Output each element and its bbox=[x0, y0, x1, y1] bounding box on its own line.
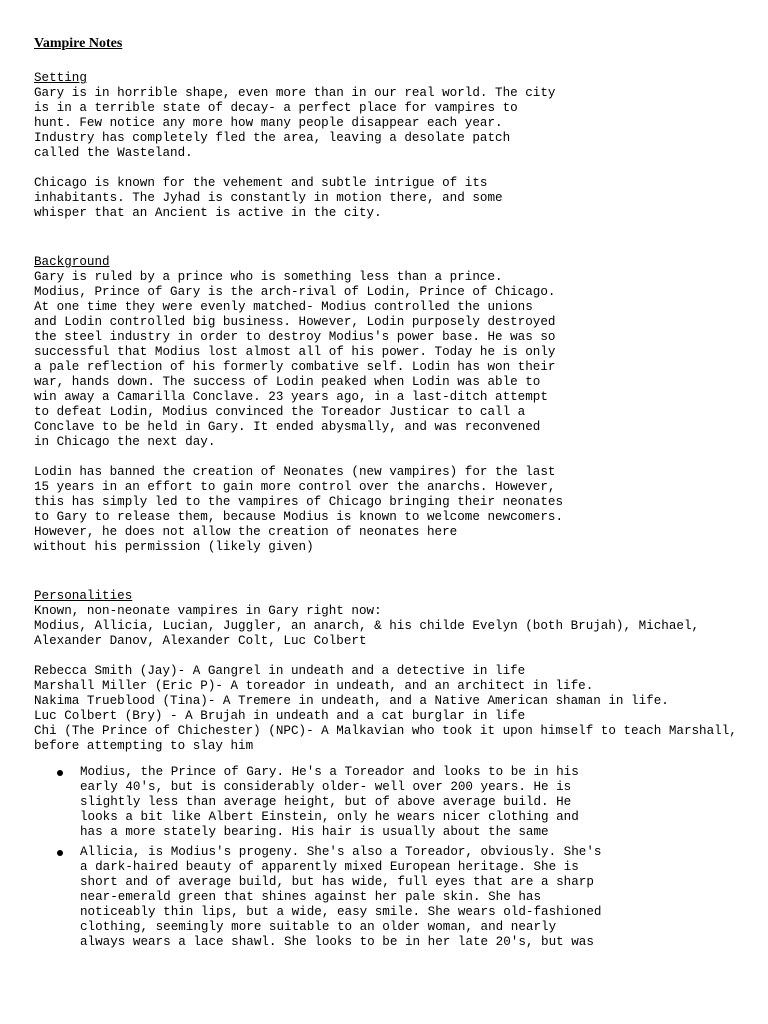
bullet-text: Modius, the Prince of Gary. He's a Toreador and looks to be in his early 40's, but is considerably older- well over 200 years. He is slightly less than average height, but of above average build. He looks a bit like Albert Einstein, only he wears nicer clothing and has a more stately bearing. His hair is usually about the same bbox=[80, 765, 579, 839]
document-title: Vampire Notes bbox=[34, 36, 123, 51]
background-heading: Background bbox=[34, 255, 110, 269]
setting-paragraph-1: Gary is in horrible shape, even more than in our real world. The city is in a terrible state of decay- a perfect place for vampires to hunt. Few notice any more how many people disappear each year. Industry has completely fled the area, leaving a desolate patch called the Wasteland. bbox=[34, 86, 556, 160]
character-list: Rebecca Smith (Jay)- A Gangrel in undeath and a detective in life Marshall Miller (Eric P)- A toreador in undeath, and an architect in life. Nakima Trueblood (Tina)- A Tremere in undeath, and a Native American shaman in life. Luc Colbert (Bry) - A Brujah in undeath and a cat burglar in life Chi (The Prince of Chichester) (NPC)- A Malkavian who took it upon himself to teach Marshall, before attempting to slay him bbox=[34, 664, 737, 753]
spacer bbox=[34, 450, 760, 465]
document-page bbox=[34, 35, 760, 955]
spacer bbox=[34, 649, 760, 664]
spacer bbox=[34, 555, 760, 589]
background-paragraph-1: Gary is ruled by a prince who is something less than a prince. Modius, Prince of Gary is the arch-rival of Lodin, Prince of Chicago. At one time they were evenly matched- Modius controlled the unions and Lodin controlled big business. However, Lodin purposely destroyed the steel industry in order to destroy Modius's power base. He was so successful that Modius lost almost all of his power. Today he is only a pale reflection of his formerly combative self. Lodin has won their war, hands down. The success of Lodin peaked when Lodin was able to win away a Camarilla Conclave. 23 years ago, in a last-ditch attempt to defeat Lodin, Modius convinced the Toreador Justicar to call a Conclave to be held in Gary. It ended abysmally, and was reconvened in Chicago the next day. bbox=[34, 270, 556, 449]
setting-paragraph-2: Chicago is known for the vehement and subtle intrigue of its inhabitants. The Jyhad is constantly in motion there, and some whisper that an Ancient is active in the city. bbox=[34, 176, 503, 220]
spacer bbox=[34, 221, 760, 255]
setting-heading: Setting bbox=[34, 71, 87, 85]
spacer bbox=[34, 161, 760, 176]
personalities-intro: Known, non-neonate vampires in Gary right now: Modius, Allicia, Lucian, Juggler, an anarch, & his childe Evelyn (both Brujah), Michael, Alexander Danov, Alexander Colt, Luc Colbert bbox=[34, 604, 700, 648]
bullet-text: Allicia, is Modius's progeny. She's also a Toreador, obviously. She's a dark-haired beauty of apparently mixed European heritage. She is short and of average build, but has wide, full eyes that are a sharp near-emerald green that shines against her pale skin. She has noticeably thin lips, but a wide, easy smile. She wears old-fashioned clothing, seemingly more suitable to an older woman, and nearly always wears a lace shawl. She looks to be in her late 20's, but was bbox=[80, 845, 602, 949]
bullet-icon bbox=[57, 770, 63, 776]
background-paragraph-2: Lodin has banned the creation of Neonates (new vampires) for the last 15 years in an effort to gain more control over the anarchs. However, this has simply led to the vampires of Chicago bringing their neonates to Gary to release them, because Modius is known to welcome newcomers. However, he does not allow the creation of neonates here without his permission (likely given) bbox=[34, 465, 564, 554]
bullet-icon bbox=[57, 850, 63, 856]
list-item bbox=[34, 765, 760, 840]
personality-bullet-list bbox=[34, 765, 760, 950]
personalities-heading: Personalities bbox=[34, 589, 133, 603]
list-item bbox=[34, 845, 760, 950]
